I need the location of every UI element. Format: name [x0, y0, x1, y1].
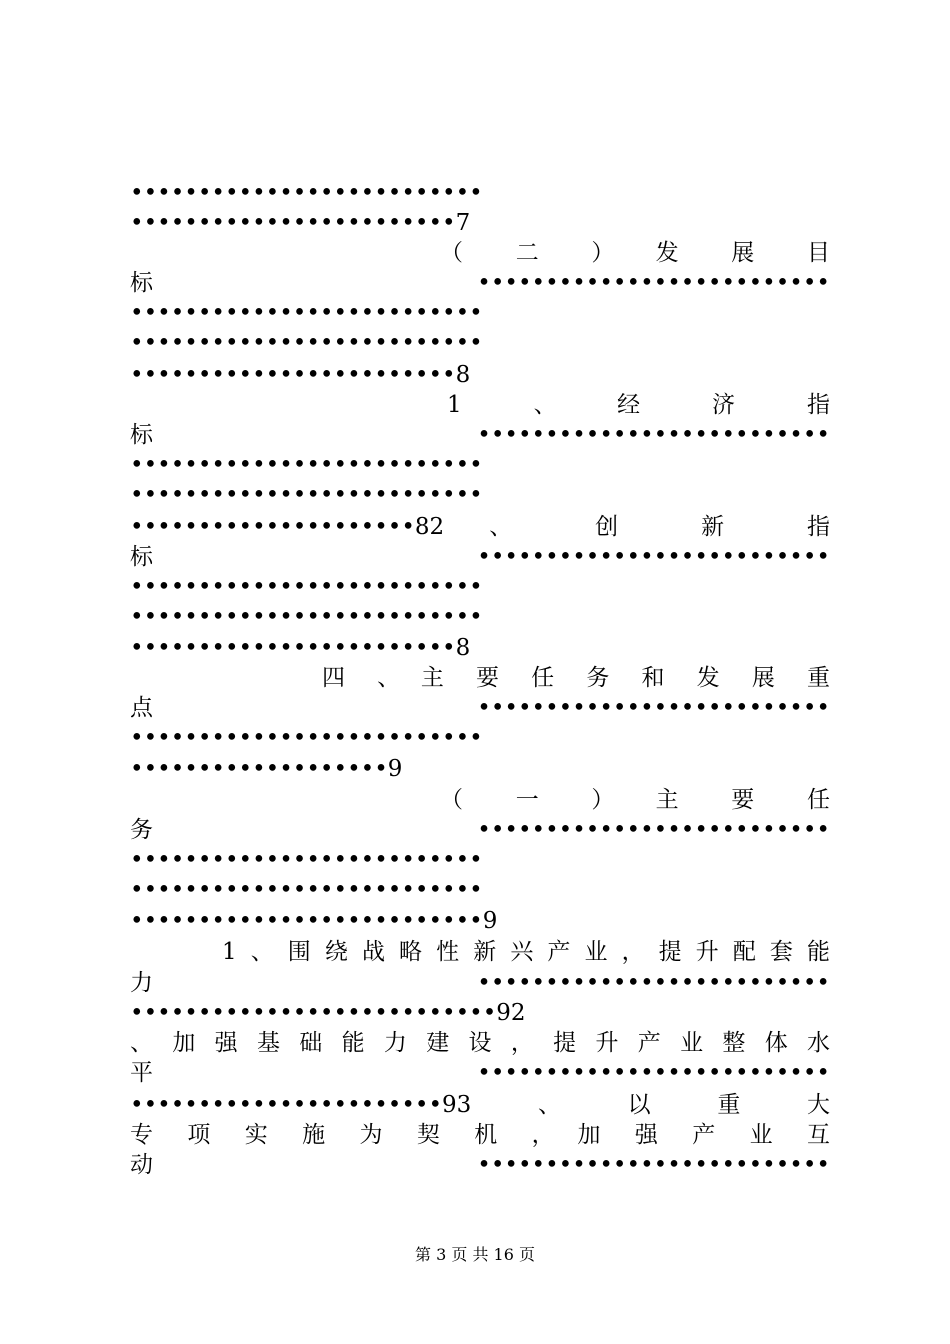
toc-line: ••••••••••••••••••••••••••: [130, 300, 483, 326]
toc-line: 标••••••••••••••••••••••••••: [130, 422, 830, 448]
toc-line: ••••••••••••••••••••••••••: [130, 330, 483, 356]
toc-line: ••••••••••••••••••••••••••: [130, 574, 483, 600]
toc-line: ••••••••••••••••••••••••••: [130, 482, 483, 508]
toc-line: 力••••••••••••••••••••••••••: [130, 970, 830, 996]
toc-line: •••••••••••••••••••••82 、 创 新 指: [130, 514, 830, 540]
toc-line: ••••••••••••••••••••••••••9: [130, 908, 498, 934]
toc-line: ••••••••••••••••••••••••••: [130, 725, 483, 751]
toc-line: •••••••••••••••••••9: [130, 756, 403, 782]
toc-line: 1、围绕战略性新兴产业，提升配套能: [222, 939, 830, 965]
toc-line: •••••••••••••••••••••••93、以重大: [130, 1092, 830, 1118]
toc-line: ••••••••••••••••••••••••••: [130, 877, 483, 903]
toc-line: ••••••••••••••••••••••••••: [130, 180, 483, 206]
toc-line: ••••••••••••••••••••••••••: [130, 847, 483, 873]
toc-line: ••••••••••••••••••••••••8: [130, 362, 471, 388]
toc-line: ••••••••••••••••••••••••••: [130, 604, 483, 630]
toc-line: 务••••••••••••••••••••••••••: [130, 817, 830, 843]
toc-line: 四 、 主 要 任 务 和 发 展 重: [322, 665, 830, 691]
toc-line: 专 项 实 施 为 契 机 ， 加 强 产 业 互: [130, 1122, 830, 1148]
toc-line: 平••••••••••••••••••••••••••: [130, 1060, 830, 1086]
toc-line: •••••••••••••••••••••••••••92: [130, 1000, 526, 1026]
toc-line: 标••••••••••••••••••••••••••: [130, 544, 830, 570]
toc-line: （ 二 ） 发 展 目: [440, 240, 830, 266]
toc-line: ••••••••••••••••••••••••••: [130, 452, 483, 478]
toc-line: 点••••••••••••••••••••••••••: [130, 695, 830, 721]
toc-line: 1 、 经 济 指: [447, 392, 830, 418]
toc-line: ••••••••••••••••••••••••7: [130, 210, 471, 236]
toc-line: 标••••••••••••••••••••••••••: [130, 270, 830, 296]
toc-line: 动••••••••••••••••••••••••••: [130, 1152, 830, 1178]
toc-line: 、加强基础能力建设，提升产业整体水: [130, 1030, 830, 1056]
page-number-footer: 第 3 页 共 16 页: [415, 1245, 535, 1264]
toc-line: （ 一 ） 主 要 任: [440, 787, 830, 813]
toc-line: ••••••••••••••••••••••••8: [130, 635, 471, 661]
